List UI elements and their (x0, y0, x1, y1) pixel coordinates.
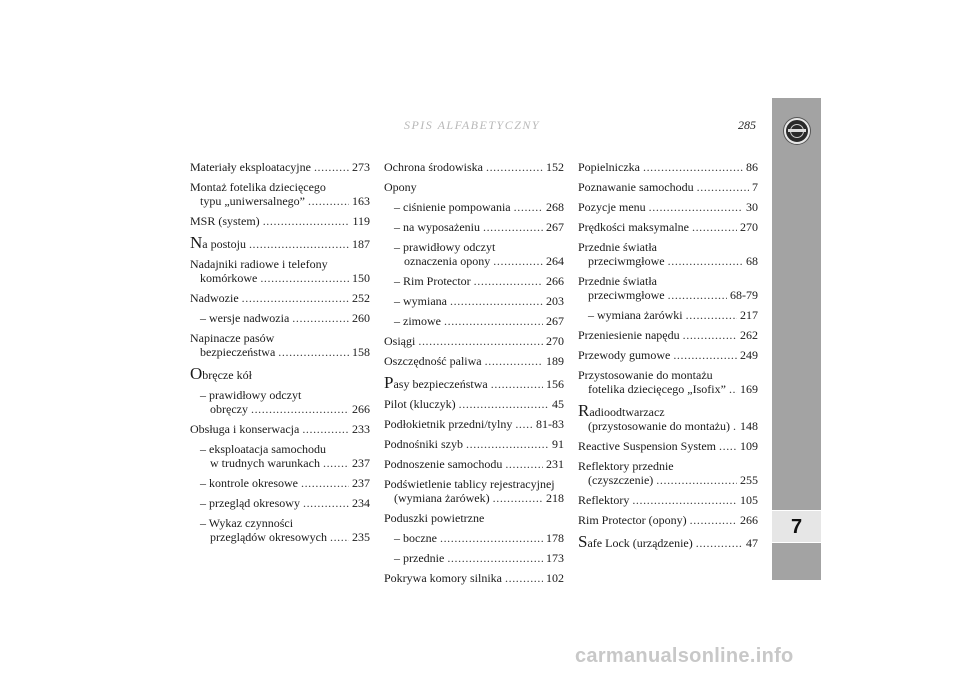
entry-text: Pilot (kluczyk) (384, 397, 456, 411)
leader-dots (697, 180, 749, 194)
page-ref: 148 (740, 419, 758, 433)
entry-text (578, 401, 665, 420)
leader-dots (447, 551, 543, 565)
leader-dots (466, 437, 549, 451)
index-entry (384, 200, 564, 214)
page-ref: 266 (546, 274, 564, 288)
page-ref: 86 (746, 160, 758, 174)
page-ref: 252 (352, 291, 370, 305)
entry-text: – wymiana (394, 294, 447, 308)
entry-line (578, 368, 758, 382)
page-ref: 47 (746, 536, 758, 550)
leader-dots (505, 457, 543, 471)
index-entry (190, 364, 370, 383)
entry-line-continued (190, 345, 370, 359)
entry-text: przeciwmgłowe (588, 288, 665, 302)
entry-text: obręczy (210, 402, 248, 416)
entry-line (190, 257, 370, 271)
entry-line (578, 459, 758, 473)
index-entry (578, 401, 758, 433)
entry-line (200, 476, 370, 490)
page-ref: 119 (352, 214, 370, 228)
entry-text: Przeniesienie napędu (578, 328, 680, 342)
page-number: 285 (738, 118, 756, 132)
entry-line (190, 180, 370, 194)
index-entry (190, 422, 370, 436)
entry-text: – eksploatacja samochodu (200, 442, 326, 456)
entry-text: Obsługa i konserwacja (190, 422, 300, 436)
entry-text: Pokrywa komory silnika (384, 571, 502, 585)
entry-line (394, 531, 564, 545)
entry-text: – Rim Protector (394, 274, 471, 288)
index-entry (384, 354, 564, 368)
index-entry (578, 200, 758, 214)
entry-line (384, 477, 564, 491)
entry-text: – zimowe (394, 314, 441, 328)
section-initial: P (384, 373, 394, 392)
page-ref: 266 (740, 513, 758, 527)
index-entry (384, 571, 564, 585)
page-ref: 169 (740, 382, 758, 396)
entry-line (578, 274, 758, 288)
leader-dots (649, 200, 743, 214)
entry-text: – na wyposażeniu (394, 220, 480, 234)
page-ref: 178 (546, 531, 564, 545)
entry-text: Reflektory (578, 493, 630, 507)
page-ref: 268 (546, 200, 564, 214)
index-entry (190, 233, 370, 252)
entry-text: Reactive Suspension System (578, 439, 716, 453)
page-ref: 262 (740, 328, 758, 342)
entry-text-rest: bręcze kół (202, 368, 252, 382)
page-ref: 156 (546, 377, 564, 391)
leader-dots (690, 513, 737, 527)
entry-line (384, 354, 564, 368)
entry-text-rest: afe Lock (urządzenie) (587, 536, 693, 550)
entry-line (200, 442, 370, 456)
entry-line-continued (578, 382, 758, 396)
entry-line (578, 348, 758, 362)
index-entry (190, 180, 370, 208)
page-ref: 218 (546, 491, 564, 505)
entry-text-rest: adioodtwarzacz (589, 405, 665, 419)
entry-text: Podnośniki szyb (384, 437, 464, 451)
index-entry (190, 442, 370, 470)
page-ref: 30 (746, 200, 758, 214)
leader-dots (493, 491, 543, 505)
entry-line-continued (190, 194, 370, 208)
page-ref: 217 (740, 308, 758, 322)
entry-line-continued (200, 530, 370, 544)
section-initial: N (190, 233, 203, 252)
entry-line (578, 180, 758, 194)
leader-dots (485, 354, 543, 368)
index-entry (578, 513, 758, 527)
entry-text: – Wykaz czynności (200, 516, 294, 530)
entry-line (578, 401, 758, 420)
logo-bar (788, 129, 806, 132)
entry-line (394, 220, 564, 234)
leader-dots (330, 530, 349, 544)
entry-line (384, 417, 564, 431)
section-initial: R (578, 401, 590, 420)
page-ref: 203 (546, 294, 564, 308)
entry-line (578, 220, 758, 234)
entry-text: – wymiana żarówki (588, 308, 683, 322)
entry-text (578, 532, 693, 551)
page-ref: 237 (352, 456, 370, 470)
page-ref: 158 (352, 345, 370, 359)
page-ref: 7 (752, 180, 758, 194)
entry-line (384, 397, 564, 411)
entry-line (578, 439, 758, 453)
entry-text (190, 364, 252, 383)
entry-line-continued (200, 402, 370, 416)
chapter-side-tab (772, 98, 821, 580)
index-entry (384, 531, 564, 545)
leader-dots (515, 417, 533, 431)
index-entry (190, 388, 370, 416)
entry-text (384, 373, 488, 392)
brand-logo-icon (784, 118, 810, 144)
index-entry (578, 240, 758, 268)
leader-dots (302, 422, 349, 436)
index-entry (190, 257, 370, 285)
leader-dots (486, 160, 543, 174)
leader-dots (308, 194, 349, 208)
index-entry (190, 160, 370, 174)
entry-line-continued (394, 254, 564, 268)
entry-line (384, 160, 564, 174)
entry-line (200, 516, 370, 530)
entry-text: Reflektory przednie (578, 459, 674, 473)
entry-line (578, 328, 758, 342)
leader-dots (696, 536, 743, 550)
entry-line-continued (578, 288, 758, 302)
entry-text: Rim Protector (opony) (578, 513, 687, 527)
page-ref: 273 (352, 160, 370, 174)
leader-dots (668, 288, 727, 302)
index-entry (578, 274, 758, 302)
entry-text: Prędkości maksymalne (578, 220, 689, 234)
leader-dots (263, 214, 350, 228)
leader-dots (643, 160, 743, 174)
leader-dots (242, 291, 349, 305)
entry-text: Przystosowanie do montażu (578, 368, 713, 382)
page-ref: 152 (546, 160, 564, 174)
entry-text: – przegląd okresowy (200, 496, 300, 510)
entry-text: Napinacze pasów (190, 331, 275, 345)
leader-dots (656, 473, 737, 487)
index-entry (190, 496, 370, 510)
leader-dots (450, 294, 543, 308)
index-entry (578, 532, 758, 551)
entry-text: Popielniczka (578, 160, 640, 174)
page-ref: 270 (546, 334, 564, 348)
entry-text: (czyszczenie) (588, 473, 654, 487)
entry-text: Poznawanie samochodu (578, 180, 694, 194)
leader-dots (719, 439, 737, 453)
running-title: SPIS ALFABETYCZNY (403, 118, 541, 132)
leader-dots (505, 571, 543, 585)
entry-line (394, 240, 564, 254)
entry-line (200, 496, 370, 510)
entry-line (394, 294, 564, 308)
leader-dots (491, 377, 543, 391)
page-ref: 255 (740, 473, 758, 487)
chapter-number: 7 (790, 516, 803, 538)
leader-dots (692, 220, 737, 234)
entry-text: – prawidłowy odczyt (200, 388, 302, 402)
entry-line-continued (578, 419, 758, 433)
index-entry (384, 160, 564, 174)
index-entry (384, 437, 564, 451)
entry-text: Podświetlenie tablicy rejestracyjnej (384, 477, 555, 491)
page-ref: 68 (746, 254, 758, 268)
page-ref: 45 (552, 397, 564, 411)
entry-text: Nadwozie (190, 291, 239, 305)
leader-dots (683, 328, 737, 342)
leader-dots (686, 308, 737, 322)
entry-line (384, 457, 564, 471)
index-entry (578, 180, 758, 194)
leader-dots (303, 496, 349, 510)
entry-line (394, 200, 564, 214)
entry-line (394, 551, 564, 565)
index-entry (384, 373, 564, 392)
entry-line (578, 493, 758, 507)
index-entry (578, 160, 758, 174)
leader-dots (668, 254, 743, 268)
index-entry (384, 294, 564, 308)
entry-line-continued (200, 456, 370, 470)
entry-line-continued (190, 271, 370, 285)
page-ref: 270 (740, 220, 758, 234)
entry-text: przeglądów okresowych (210, 530, 327, 544)
entry-text: Podnoszenie samochodu (384, 457, 503, 471)
section-initial: S (578, 532, 588, 551)
entry-line (200, 311, 370, 325)
page-ref: 267 (546, 220, 564, 234)
entry-text: w trudnych warunkach (210, 456, 320, 470)
entry-text: Nadajniki radiowe i telefony (190, 257, 328, 271)
entry-text: przeciwmgłowe (588, 254, 665, 268)
leader-dots (514, 200, 543, 214)
entry-text-rest: asy bezpieczeństwa (393, 377, 488, 391)
index-entry (578, 368, 758, 396)
leader-dots (301, 476, 349, 490)
entry-line (394, 314, 564, 328)
entry-line (394, 274, 564, 288)
index-column-1 (190, 160, 370, 550)
entry-text: Poduszki powietrzne (384, 511, 485, 525)
entry-text: – kontrole okresowe (200, 476, 298, 490)
index-entry (190, 476, 370, 490)
index-entry (578, 439, 758, 453)
index-entry (384, 314, 564, 328)
index-entry (384, 551, 564, 565)
index-entry (384, 240, 564, 268)
page-header (188, 118, 756, 138)
page-ref: 91 (552, 437, 564, 451)
entry-line (190, 233, 370, 252)
leader-dots (733, 419, 737, 433)
leader-dots (249, 237, 349, 251)
entry-line (190, 422, 370, 436)
index-entry (384, 457, 564, 471)
entry-text: Przewody gumowe (578, 348, 671, 362)
entry-line (190, 331, 370, 345)
chapter-indicator (772, 510, 821, 543)
leader-dots (292, 311, 349, 325)
leader-dots (251, 402, 349, 416)
index-entry (384, 477, 564, 505)
entry-text: MSR (system) (190, 214, 260, 228)
index-entry (190, 291, 370, 305)
entry-text: Pozycje menu (578, 200, 646, 214)
page-ref: 234 (352, 496, 370, 510)
index-entry (190, 331, 370, 359)
entry-line (384, 334, 564, 348)
entry-line (588, 308, 758, 322)
page-ref: 68-79 (730, 288, 758, 302)
page-ref: 231 (546, 457, 564, 471)
page-ref: 237 (352, 476, 370, 490)
leader-dots (459, 397, 549, 411)
entry-line (578, 240, 758, 254)
page-ref: 105 (740, 493, 758, 507)
leader-dots (729, 382, 737, 396)
leader-dots (483, 220, 543, 234)
entry-text: (wymiana żarówek) (394, 491, 490, 505)
entry-line (200, 388, 370, 402)
page-ref: 187 (352, 237, 370, 251)
entry-line (384, 180, 564, 194)
leader-dots (632, 493, 737, 507)
entry-line-continued (384, 491, 564, 505)
leader-dots (444, 314, 543, 328)
entry-text (190, 233, 246, 252)
entry-text: Osiągi (384, 334, 416, 348)
entry-line (190, 160, 370, 174)
entry-line (578, 160, 758, 174)
index-entry (578, 348, 758, 362)
page-ref: 102 (546, 571, 564, 585)
leader-dots (474, 274, 543, 288)
entry-line (578, 532, 758, 551)
page-ref: 235 (352, 530, 370, 544)
entry-line (190, 364, 370, 383)
entry-line (190, 291, 370, 305)
entry-line (384, 373, 564, 392)
page-ref: 173 (546, 551, 564, 565)
page-ref: 266 (352, 402, 370, 416)
index-entry (384, 220, 564, 234)
leader-dots (323, 456, 349, 470)
index-column-3 (578, 160, 758, 556)
index-entry (384, 417, 564, 431)
page-ref: 233 (352, 422, 370, 436)
entry-text: Opony (384, 180, 417, 194)
entry-line (578, 200, 758, 214)
index-entry (578, 493, 758, 507)
entry-text: typu „uniwersalnego” (200, 194, 305, 208)
entry-text: Oszczędność paliwa (384, 354, 482, 368)
index-entry (384, 180, 564, 194)
entry-text: bezpieczeństwa (200, 345, 276, 359)
index-entry (578, 459, 758, 487)
entry-line-continued (578, 473, 758, 487)
leader-dots (493, 254, 543, 268)
leader-dots (278, 345, 349, 359)
page-ref: 150 (352, 271, 370, 285)
leader-dots (673, 348, 737, 362)
leader-dots (418, 334, 543, 348)
entry-text: – przednie (394, 551, 445, 565)
entry-text: oznaczenia opony (404, 254, 491, 268)
index-column-2 (384, 160, 564, 591)
entry-text: Montaż fotelika dziecięcego (190, 180, 326, 194)
entry-text: (przystosowanie do montażu) (588, 419, 730, 433)
entry-text: – prawidłowy odczyt (394, 240, 496, 254)
page-ref: 260 (352, 311, 370, 325)
index-entry (190, 214, 370, 228)
page-ref: 249 (740, 348, 758, 362)
index-entry (190, 516, 370, 544)
index-entry (578, 220, 758, 234)
page-ref: 163 (352, 194, 370, 208)
entry-text: fotelika dziecięcego „Isofix” (588, 382, 726, 396)
entry-line-continued (578, 254, 758, 268)
entry-text: komórkowe (200, 271, 258, 285)
entry-line (578, 513, 758, 527)
entry-line (384, 571, 564, 585)
entry-text: Podłokietnik przedni/tylny (384, 417, 513, 431)
index-entry (384, 511, 564, 525)
index-entry (190, 311, 370, 325)
entry-text: Przednie światła (578, 274, 657, 288)
page-ref: 81-83 (536, 417, 564, 431)
page-ref: 109 (740, 439, 758, 453)
index-entry (578, 308, 758, 322)
index-entry (384, 274, 564, 288)
entry-text: – boczne (394, 531, 437, 545)
entry-line (384, 511, 564, 525)
entry-text-rest: a postoju (202, 237, 246, 251)
leader-dots (440, 531, 543, 545)
leader-dots (314, 160, 349, 174)
section-initial: O (190, 364, 203, 383)
entry-text: – wersje nadwozia (200, 311, 290, 325)
page-ref: 189 (546, 354, 564, 368)
entry-text: Materiały eksploatacyjne (190, 160, 311, 174)
page-ref: 264 (546, 254, 564, 268)
page-ref: 267 (546, 314, 564, 328)
entry-text: Ochrona środowiska (384, 160, 483, 174)
entry-text: – ciśnienie pompowania (394, 200, 511, 214)
index-entry (578, 328, 758, 342)
entry-text: Przednie światła (578, 240, 657, 254)
watermark-text: carmanualsonline.info (575, 645, 794, 667)
entry-line (384, 437, 564, 451)
index-entry (384, 334, 564, 348)
leader-dots (260, 271, 349, 285)
index-entry (384, 397, 564, 411)
entry-line (190, 214, 370, 228)
